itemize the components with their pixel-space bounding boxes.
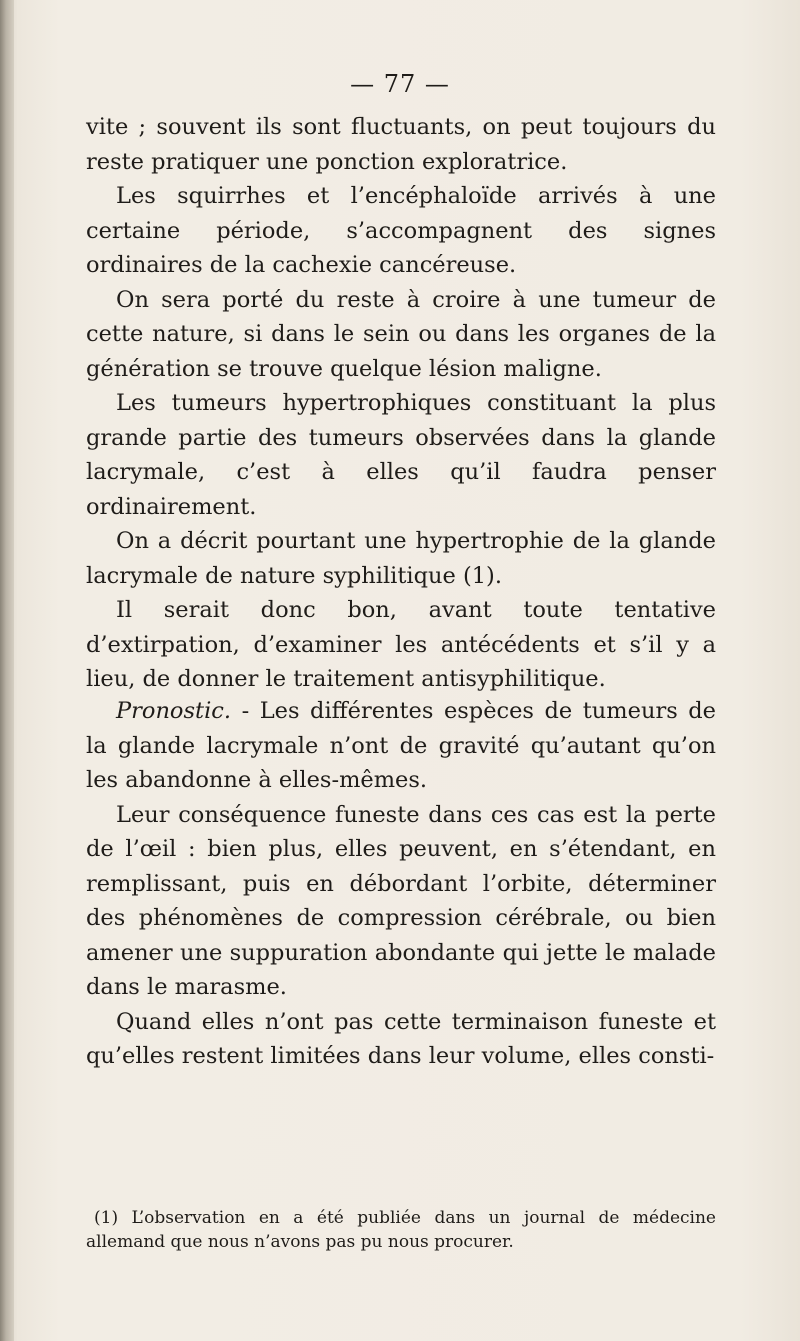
paragraph-antecedents: Il serait donc bon, avant toute tentative d’extirpation, d’examiner les antécédents et s’il y a lieu, de donner le traitement antisyphilitique. bbox=[86, 597, 716, 692]
paragraph-nature: On sera porté du reste à croire à une tumeur de cette nature, si dans le sein ou dans les organes de la génération se trouve quelque lésion maligne. bbox=[86, 286, 716, 382]
footnote: (1) L’observation en a été publiée dans un journal de médecine allemand que nous n’avons pas pu nous procurer. bbox=[86, 1208, 716, 1252]
prognosis-text: - Les différentes espèces de tumeurs de la glande lacrymale n’ont de gravité qu’autant qu’on les abandonne à elles-mêmes. bbox=[86, 698, 716, 793]
page-binding-shadow bbox=[0, 0, 14, 1341]
section-heading-prognosis: Pronostic. bbox=[116, 698, 232, 724]
paragraph-squirrhes: Les squirrhes et l’encéphaloïde arrivés à une certaine période, s’accompagnent des signes ordinaires de la cachexie cancéreuse. bbox=[86, 183, 716, 278]
body-text-bottom bbox=[86, 694, 716, 1074]
paragraph-syphilitic: On a décrit pourtant une hypertrophie de la glande lacrymale de nature syphilitique (1). bbox=[86, 528, 716, 589]
paragraph-hypertrophic-tumors: Les tumeurs hypertrophiques constituant la plus grande partie des tumeurs observées dans la glande lacrymale, c’est à elles qu’il faudra penser ordinairement. bbox=[86, 390, 716, 520]
page-number: — 77 — bbox=[350, 70, 450, 98]
paragraph-continuation: vite ; souvent ils sont fluctuants, on peut toujours du reste pratiquer une ponction exploratrice. bbox=[86, 114, 716, 175]
paragraph-prognosis bbox=[86, 694, 716, 798]
body-text-top bbox=[86, 110, 716, 697]
paragraph-termination: Quand elles n’ont pas cette terminaison funeste et qu’elles restent limitées dans leur volume, elles consti- bbox=[86, 1008, 716, 1069]
paragraph-consequence: Leur conséquence funeste dans ces cas est la perte de l’œil : bien plus, elles peuvent, en s’étendant, en remplissant, puis en débordant l’orbite, déterminer des phénomènes de compression cérébrale, ou bien amener une suppuration abondante qui jette le malade dans le marasme. bbox=[86, 801, 716, 1000]
